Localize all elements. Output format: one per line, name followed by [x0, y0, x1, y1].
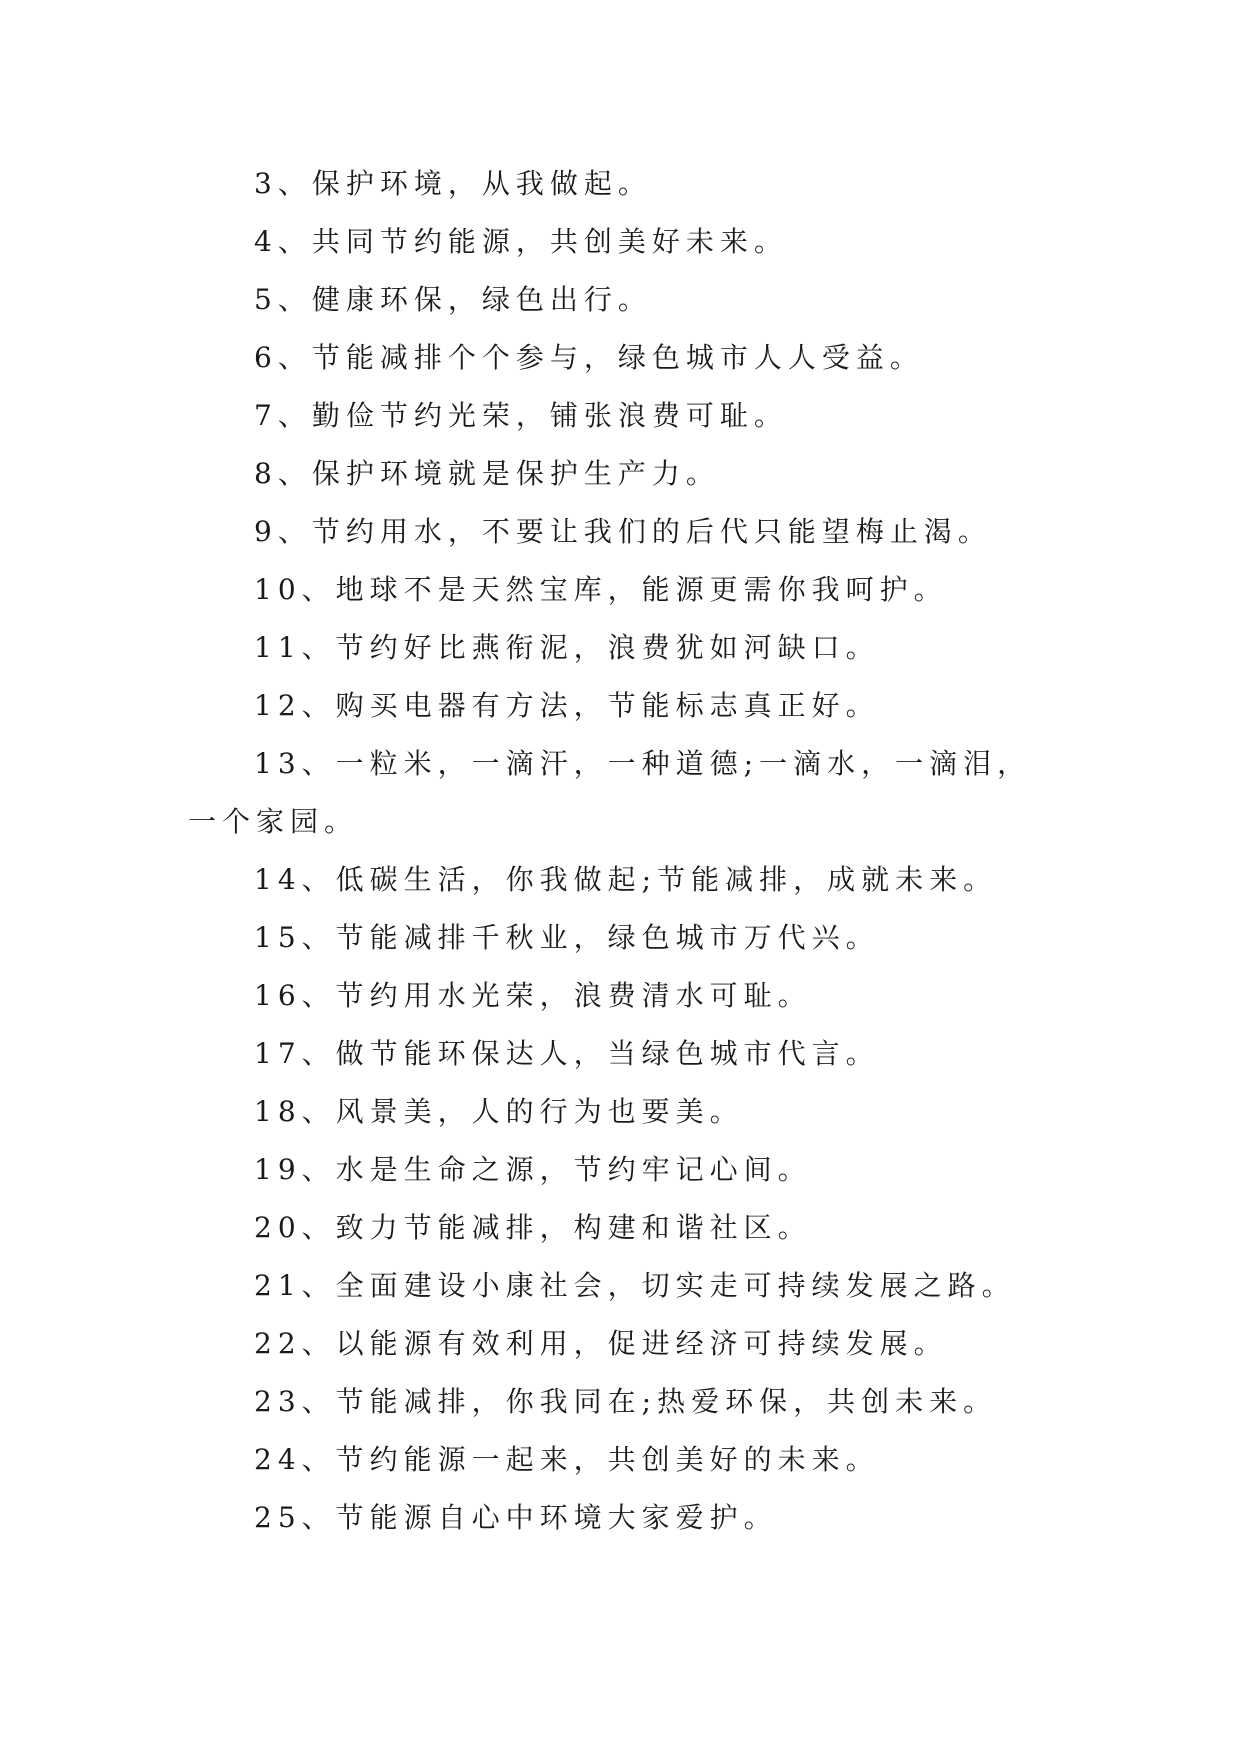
slogan-item: 4、共同节约能源，共创美好未来。: [254, 225, 788, 258]
slogan-item: 14、低碳生活，你我做起;节能减排，成就未来。: [254, 863, 998, 896]
slogan-item: 9、节约用水，不要让我们的后代只能望梅止渴。: [254, 515, 992, 548]
slogan-item: 5、健康环保，绿色出行。: [254, 283, 652, 316]
slogan-item: 12、购买电器有方法，节能标志真正好。: [254, 689, 880, 722]
slogan-item: 19、水是生命之源，节约牢记心间。: [254, 1153, 812, 1186]
slogan-item: 13、一粒米，一滴汗，一种道德;一滴水，一滴泪，一个家园。: [188, 747, 1032, 838]
slogan-item: 16、节约用水光荣，浪费清水可耻。: [254, 979, 812, 1012]
slogan-item: 10、地球不是天然宝库，能源更需你我呵护。: [254, 573, 948, 606]
slogan-item: 6、节能减排个个参与，绿色城市人人受益。: [254, 341, 924, 374]
slogan-item: 21、全面建设小康社会，切实走可持续发展之路。: [254, 1269, 1016, 1302]
slogan-item: 8、保护环境就是保护生产力。: [254, 457, 720, 490]
slogan-item: 24、节约能源一起来，共创美好的未来。: [254, 1443, 880, 1476]
slogan-item: 15、节能减排千秋业，绿色城市万代兴。: [254, 921, 880, 954]
slogan-item: 20、致力节能减排，构建和谐社区。: [254, 1211, 812, 1244]
slogan-item: 11、节约好比燕衔泥，浪费犹如河缺口。: [254, 631, 880, 664]
slogan-item: 25、节能源自心中环境大家爱护。: [254, 1501, 778, 1534]
slogan-item: 7、勤俭节约光荣，铺张浪费可耻。: [254, 399, 788, 432]
slogan-item: 17、做节能环保达人，当绿色城市代言。: [254, 1037, 880, 1070]
slogan-item: 23、节能减排，你我同在;热爱环保，共创未来。: [254, 1385, 998, 1418]
slogan-item: 18、风景美，人的行为也要美。: [254, 1095, 744, 1128]
slogan-item: 3、保护环境，从我做起。: [254, 167, 652, 200]
slogan-item: 22、以能源有效利用，促进经济可持续发展。: [254, 1327, 948, 1360]
slogan-list: [188, 155, 1058, 1547]
